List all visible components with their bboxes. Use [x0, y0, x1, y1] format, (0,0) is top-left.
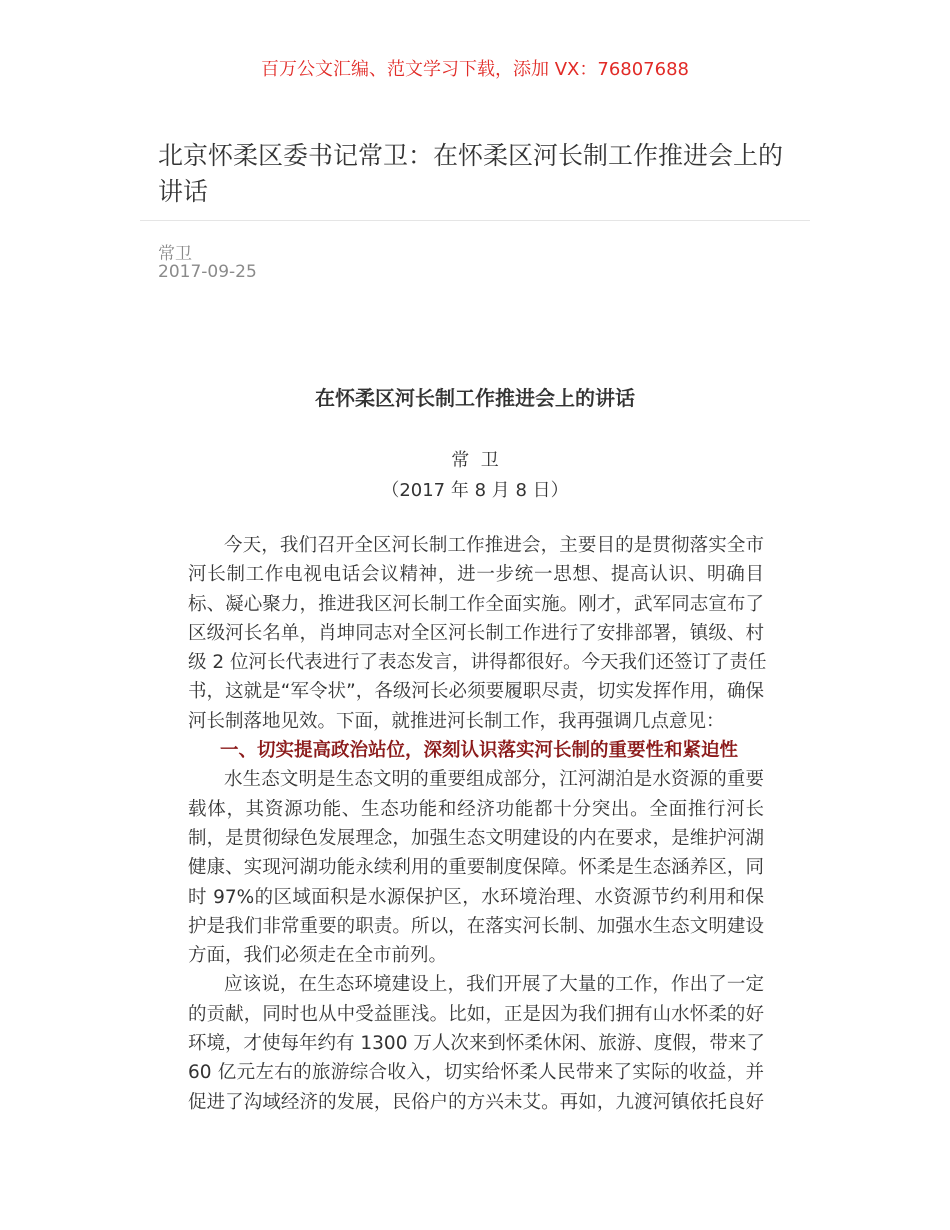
section-heading: 一、切实提高政治站位，深刻认识落实河长制的重要性和紧迫性: [220, 740, 739, 762]
text-line: 载体，其资源功能、生态功能和经济功能都十分突出。全面推行河长: [188, 798, 764, 820]
text-line: 的贡献，同时也从中受益匪浅。比如，正是因为我们拥有山水怀柔的好: [188, 1003, 764, 1025]
text-line: 应该说，在生态环境建设上，我们开展了大量的工作，作出了一定: [224, 974, 764, 996]
document-title: 在怀柔区河长制工作推进会上的讲话: [315, 386, 635, 410]
article-title: 北京怀柔区委书记常卫：在怀柔区河长制工作推进会上的讲话: [158, 141, 784, 206]
text-line: 河长制落地见效。下面，就推进河长制工作，我再强调几点意见：: [188, 710, 725, 732]
text-line: 方面，我们必须走在全市前列。: [188, 945, 448, 967]
promo-banner: 百万公文汇编、范文学习下载，添加 VX：76807688: [261, 59, 689, 80]
text-line: 水生态文明是生态文明的重要组成部分，江河湖泊是水资源的重要: [224, 769, 764, 791]
text-line: 级 2 位河长代表进行了表态发言，讲得都很好。今天我们还签订了责任: [188, 652, 767, 674]
text-line: 区级河长名单，肖坤同志对全区河长制工作进行了安排部署，镇级、村: [188, 622, 764, 644]
paragraph-1: [188, 531, 767, 736]
text-line: 今天，我们召开全区河长制工作推进会，主要目的是贯彻落实全市: [224, 535, 764, 556]
text-line: 健康、实现河湖功能永续利用的重要制度保障。怀柔是生态涵养区，同: [188, 857, 764, 879]
paragraph-2: [188, 765, 764, 970]
text-line: 书，这就是“军令状”，各级河长必须要履职尽责，切实发挥作用，确保: [188, 681, 764, 703]
text-line: 制，是贯彻绿色发展理念，加强生态文明建设的内在要求，是维护河湖: [188, 827, 764, 849]
text-line: 标、凝心聚力，推进我区河长制工作全面实施。刚才，武军同志宣布了: [188, 593, 764, 615]
text-line: 环境，才使每年约有 1300 万人次来到怀柔休闲、旅游、度假，带来了: [188, 1033, 765, 1055]
text-line: 促进了沟域经济的发展，民俗户的方兴未艾。再如，九渡河镇依托良好: [188, 1091, 764, 1113]
text-line: 河长制工作电视电话会议精神，进一步统一思想、提高认识、明确目: [188, 564, 764, 586]
article-date: 2017-09-25: [158, 262, 257, 282]
text-line: 护是我们非常重要的职责。所以，在落实河长制、加强水生态文明建设: [188, 915, 764, 937]
text-line: 时 97%的区域面积是水源保护区，水环境治理、水资源节约利用和保: [188, 886, 764, 908]
article-author: 常卫: [158, 244, 192, 264]
text-line: 60 亿元左右的旅游综合收入，切实给怀柔人民带来了实际的收益，并: [188, 1062, 764, 1084]
document-body: [188, 531, 767, 1117]
speaker-name: 常 卫: [451, 450, 499, 471]
speech-date: （2017 年 8 月 8 日）: [381, 480, 569, 501]
paragraph-3: [188, 970, 764, 1116]
divider: [140, 220, 810, 221]
